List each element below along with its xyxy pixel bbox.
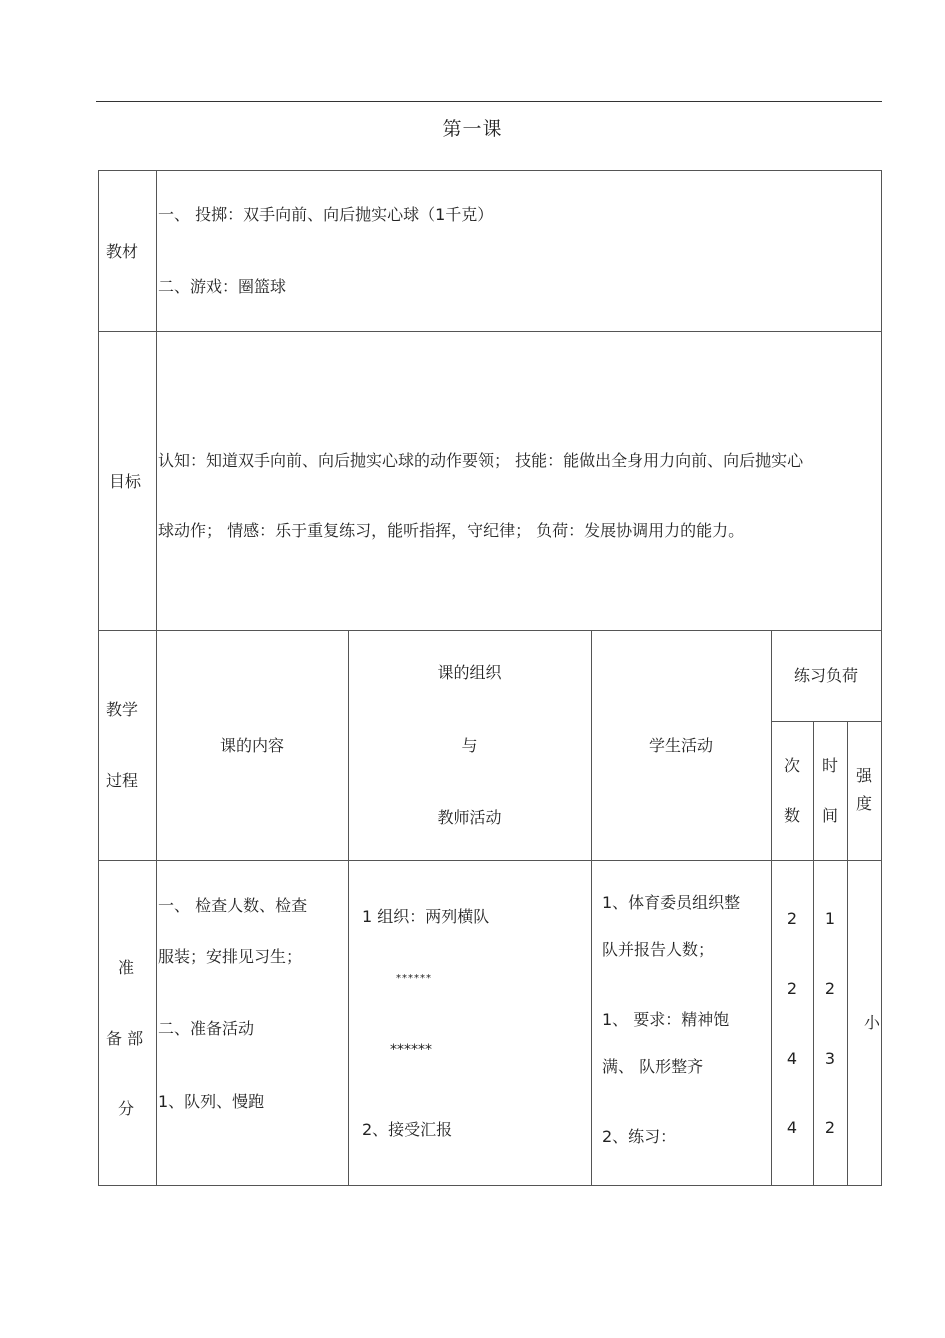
row-divider (98, 860, 882, 861)
prep-label-3: 分 (118, 1099, 135, 1118)
row-divider (98, 331, 882, 332)
prep-student-5: 2、练习： (602, 1127, 677, 1146)
table-border-bottom (98, 1185, 882, 1186)
jiaocai-label: 教材 (106, 242, 139, 261)
prep-time-4: 2 (824, 1118, 836, 1137)
load-subheader-divider (771, 721, 882, 722)
prep-content-3: 二、准备活动 (158, 1019, 255, 1038)
table-border-left (98, 170, 99, 1186)
column-divider (348, 630, 349, 1186)
prep-org-formation-1: ****** (396, 973, 432, 984)
column-divider (156, 170, 157, 1186)
prep-times-3: 4 (786, 1049, 798, 1068)
prep-content-1: 一、 检查人数、检查 (158, 896, 308, 915)
mubiao-line-1: 认知：知道双手向前、向后抛实心球的动作要领； 技能：能做出全身用力向前、向后抛实心 (158, 451, 804, 470)
table-border-top (98, 170, 882, 171)
times-header-1: 次 (783, 756, 800, 775)
lesson-title: 第一课 (442, 118, 503, 140)
prep-org-formation-2: ****** (390, 1042, 432, 1058)
column-divider (813, 721, 814, 1186)
prep-student-4: 满、 队形整齐 (602, 1057, 704, 1076)
prep-label-2: 备 部 (106, 1029, 144, 1048)
header-rule (96, 101, 882, 102)
prep-content-4: 1、队列、慢跑 (158, 1092, 265, 1111)
time-header-2: 间 (821, 806, 838, 825)
prep-times-2: 2 (786, 979, 798, 998)
time-header-1: 时 (821, 756, 838, 775)
jiaocai-item-1: 一、 投掷：双手向前、向后抛实心球（1千克） (158, 205, 494, 224)
process-label-2: 过程 (106, 771, 139, 790)
mubiao-line-2: 球动作； 情感：乐于重复练习，能听指挥，守纪律； 负荷：发展协调用力的能力。 (158, 521, 745, 540)
prep-student-1: 1、体育委员组织整 (602, 893, 741, 912)
prep-label-1: 准 (118, 958, 135, 977)
prep-student-3: 1、 要求：精神饱 (602, 1010, 730, 1029)
prep-times-1: 2 (786, 909, 798, 928)
process-label-1: 教学 (106, 700, 139, 719)
column-divider (771, 630, 772, 1186)
org-header-1: 课的组织 (437, 663, 502, 682)
table-border-right (881, 170, 882, 1186)
content-header: 课的内容 (219, 736, 284, 755)
prep-content-2: 服装；安排见习生； (158, 947, 303, 966)
prep-org-1: 1 组织：两列横队 (362, 907, 490, 926)
prep-times-4: 4 (786, 1118, 798, 1137)
column-divider (847, 721, 848, 1186)
load-header: 练习负荷 (793, 666, 858, 685)
row-divider (98, 630, 882, 631)
prep-student-2: 队并报告人数； (602, 940, 715, 959)
times-header-2: 数 (783, 806, 800, 825)
prep-intensity: 小 (863, 1013, 880, 1032)
jiaocai-item-2: 二、游戏：圈篮球 (158, 277, 287, 296)
student-header: 学生活动 (648, 736, 713, 755)
intensity-header-2: 度 (855, 794, 872, 813)
column-divider (591, 630, 592, 1186)
intensity-header-1: 强 (855, 766, 872, 785)
prep-time-3: 3 (824, 1049, 836, 1068)
prep-time-2: 2 (824, 979, 836, 998)
org-header-2: 与 (461, 736, 478, 755)
mubiao-label: 目标 (109, 472, 142, 491)
org-header-3: 教师活动 (437, 808, 502, 827)
prep-time-1: 1 (824, 909, 836, 928)
prep-org-2: 2、接受汇报 (362, 1120, 453, 1139)
